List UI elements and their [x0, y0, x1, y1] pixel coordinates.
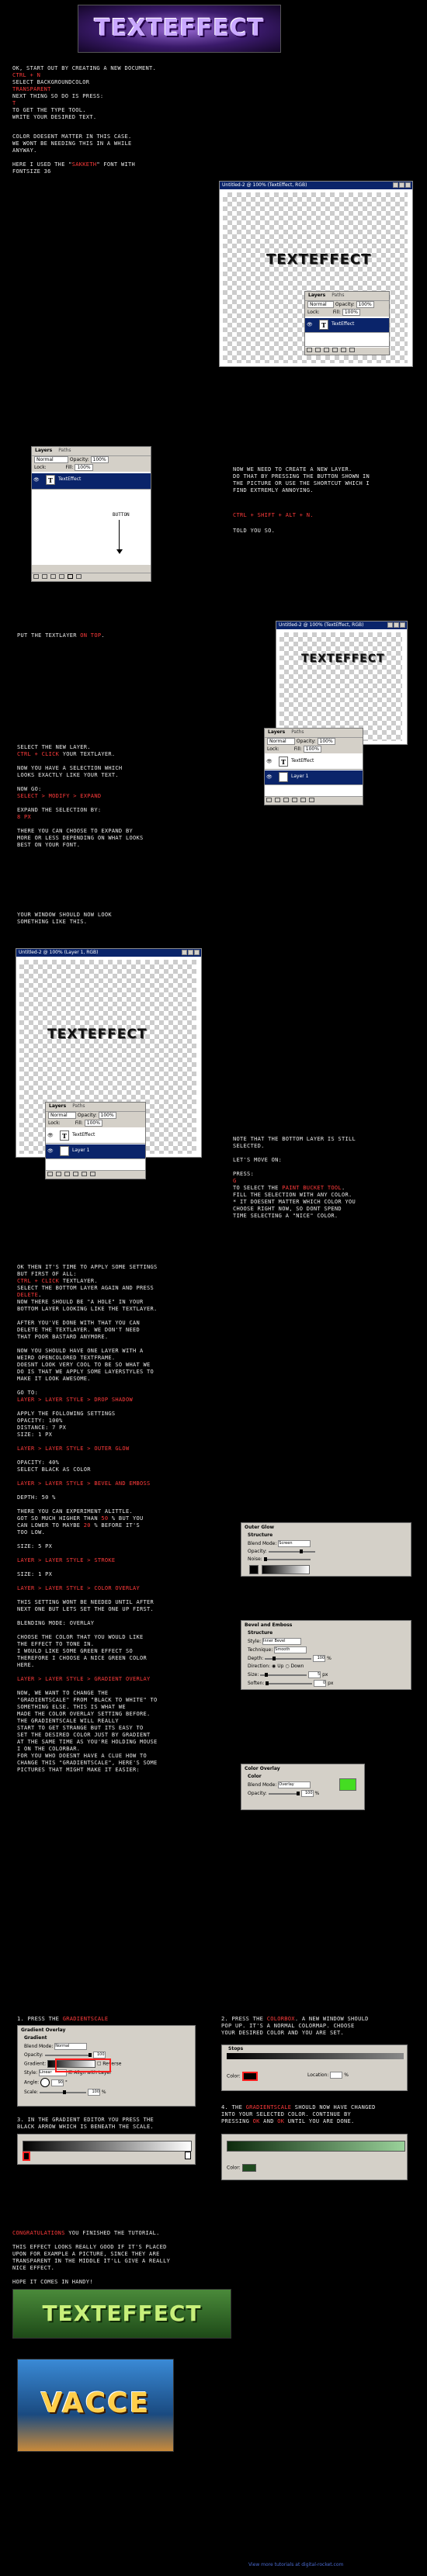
gradient-result [221, 2134, 408, 2180]
banner [78, 5, 281, 53]
layers-panel: Layers Paths Normal Opacity: 100% Lock: Fill: 100% 👁 T TextEffect BUTTON [31, 446, 151, 582]
stops-bar [227, 2053, 404, 2059]
style-select[interactable]: Linear [39, 2069, 67, 2076]
noise-slider[interactable] [264, 1559, 311, 1560]
layers-panel: Layers Paths Normal Opacity: 100% Lock: Fill: 100% 👁 T TextEffect [304, 291, 390, 355]
depth-slider[interactable] [265, 1658, 311, 1660]
gradient-swatch[interactable] [262, 1565, 310, 1574]
layer-name: TextEffect [58, 476, 82, 482]
banner-title: TEXTEFFECT [94, 15, 265, 42]
black-stop-arrow-icon[interactable] [23, 2152, 30, 2161]
step7-n3: 3. IN THE GRADIENT EDITOR YOU PRESS THE BLACK ARROW WHICH IS BENEATH THE SCALE. [17, 2117, 154, 2130]
location-field[interactable] [330, 2072, 342, 2079]
text-layer-thumb: T [46, 475, 55, 485]
fill-field[interactable]: 100% [75, 464, 92, 471]
layer-name: TextEffect [332, 321, 355, 327]
layer-name: Layer 1 [291, 774, 309, 779]
step5-text: NOTE THAT THE BOTTOM LAYER IS STILL SELECTED. LET'S MOVE ON: PRESS: G TO SELECT THE PAINT BUCKET TOOL. FILL THE SELECTION WITH ANY COLOR. [233, 1136, 356, 1198]
soften-field[interactable]: 0 [314, 1680, 326, 1687]
tab-paths[interactable]: Paths [291, 729, 304, 735]
canvas[interactable] [279, 632, 402, 741]
layer-row[interactable] [32, 473, 151, 490]
layer-row[interactable] [265, 755, 363, 770]
blend-mode-select[interactable]: Overlay [278, 1781, 311, 1788]
step4-text-2: YOUR WINDOW SHOULD NOW LOOK SOMETHING LIKE THIS. [17, 912, 112, 925]
dialog-title: Gradient Overlay [21, 2027, 66, 2033]
opacity-slider[interactable] [269, 1551, 315, 1553]
color-box[interactable] [242, 2072, 258, 2081]
tab-layers[interactable]: Layers [308, 293, 326, 298]
blend-mode-select[interactable]: Screen [278, 1540, 311, 1547]
dialog-title: Bevel and Emboss [245, 1622, 293, 1628]
step7-n2: 2. PRESS THE COLORBOX. A NEW WINDOW SHOULD POP UP. IT'S A NORMAL COLORMAP. CHOOSE YOUR DESIRED COLOR AND YOU ARE SET. [221, 2016, 369, 2036]
blend-mode-select[interactable]: Normal [48, 1112, 76, 1119]
blend-mode-select[interactable]: Normal [54, 2043, 87, 2050]
soften-slider[interactable] [266, 1683, 312, 1684]
step6-text: OK THEN IT'S TIME TO APPLY SOME SETTINGS BUT FIRST OF ALL: CTRL + CLICK TEXTLAYER. SELECT THE BOTTOM LAYER AGAIN AND PRESS DELETE. NOW THERE SHOULD BE "A HOLE" IN YOUR BOTTOM LAYER LOOKING LIKE THE TEXTLAYER. AFTER YOU'VE DONE WITH THAT YOU CAN DELETE THE TEXTLAYER. WE DON'T NEED THAT POOR BASTARD ANYMORE. NOW YOU SHOULD HAVE ONE LAYER WITH A WEIRD OPENCOLORED TEXTFRAME. DOESNT LOOK VERY COOL TO BE SO WHAT WE DO IS THAT WE APPLY SOME LAYERSTYLES TO MAKE IT LOOK AWESOME. GO TO: LAYER > LAYER STYLE > DROP SHADOW APPLY THE FOLLOWING SETTINGS OPACITY: 100% DISTANCE: 7 PX SIZE: 1 PX LAYER > LAYER STYLE > OUTER GLOW OPACITY: 40% SELECT BLACK AS COLOR LAYER > LAYER STYLE > BEVEL AND EMBOSS DEPTH: 50 % THERE YOU CAN EXPERIMENT ALITTLE. GOT SO MUCH HIGHER THAN 50 % BUT YOU CAN LOWER TO MAYBE 20 % BEFORE IT'S TOO LOW. SIZE: 5 PX LAYER > LAYER STYLE > STROKE SIZE: 1 PX LAYER > LAYER STYLE > COLOR OVERLAY THIS SETTING WONT BE NEEDED UNTIL AFTER NEXT ONE BUT LETS SET THE ONE UP FIRST. BLENDING MODE: OVERLAY CHOOSE THE COLOR THAT YOU WOULD LIKE THE EFFECT TO TONE IN. I WOULD LIKE SOME GREEN EFFECT SO THEREFORE I CHOOSE A NICE GREEN COLOR HERE. LAYER > LAYER STYLE > GRADIENT OVERLAY NOW, WE WANT TO CHANGE THE "GRADIENTSCALE" FROM "BLACK TO WHITE" TO SOMETHING ELSE. THIS IS WHAT WE MADE THE COLOR OVERLAY SETTING BEFORE. THE GRADIENTSCALE WILL REALLY START TO GET STRANGE BUT ITS EASY TO SET THE DESIRED COLOR JUST BY GRADIENT AT THE SAME TIME AS YOU'RE HOLDING MOUSE I ON THE COLORBAR. FOR YOU WHO DOESNT HAVE A CLUE HOW TO CHANGE THIS "GRADIENTSCALE", HERE'S SOME PICTURES THAT MIGHT MAKE IT EASIER: [17, 1264, 158, 1773]
result-image-2 [17, 2359, 174, 2452]
layer-thumb [60, 1146, 69, 1156]
blend-mode-select[interactable]: Normal [267, 738, 295, 745]
eye-icon[interactable]: 👁 [266, 759, 273, 764]
color-swatch[interactable] [249, 1565, 259, 1574]
align-checkbox[interactable]: Align with Layer [74, 2070, 112, 2076]
opacity-field[interactable]: 100% [356, 301, 374, 308]
eye-icon[interactable]: 👁 [33, 477, 40, 483]
color-row: Color: [227, 2072, 258, 2081]
new-layer-button[interactable] [68, 574, 73, 579]
gradient-editor-bar [17, 2134, 196, 2165]
step1-font-note: HERE I USED THE "SAKKETH" FONT WITH FONTSIZE 36 [12, 161, 136, 175]
arrow-head-icon [116, 549, 123, 554]
eye-icon[interactable]: 👁 [47, 1148, 54, 1154]
eye-icon[interactable]: 👁 [266, 774, 273, 780]
gradient-editor-stops: Stops Color: Location: % [221, 2045, 408, 2091]
angle-field[interactable]: 90 [51, 2079, 64, 2086]
bevel-emboss-dialog: Bevel and Emboss Structure Style: Inner Bevel Technique: Smooth Depth: 100 % Direction: ◉ Up ○ Down Size: 5 px Soften: 0 px [241, 1620, 411, 1690]
tab-paths[interactable]: Paths [58, 448, 71, 453]
result-image-1 [12, 2289, 231, 2339]
result-1-text: TEXTEFFECT [42, 2301, 202, 2326]
step4-text: SELECT THE NEW LAYER. CTRL + CLICK YOUR TEXTLAYER. NOW YOU HAVE A SELECTION WHICH LOOKS EXACTLY LIKE YOUR TEXT. NOW GO: SELECT > MODIFY > EXPAND EXPAND THE SELECTION BY: 8 PX THERE YOU CAN CHOOSE TO EXPAND BY MORE OR LESS DEPENDING ON WHAT LOOKS BEST ON YOUR FONT. [17, 744, 144, 848]
step3-text: PUT THE TEXTLAYER ON TOP. [17, 632, 105, 639]
opacity-field[interactable]: 100 [93, 2051, 106, 2058]
direction-up-radio[interactable]: Up [277, 1664, 284, 1669]
layer-name: TextEffect [291, 758, 314, 763]
size-slider[interactable] [260, 1674, 307, 1676]
technique-select[interactable]: Smooth [274, 1646, 307, 1653]
layer-row[interactable] [305, 318, 389, 333]
canvas-text: TEXTEFFECT [266, 251, 372, 268]
scale-field[interactable]: 100 [88, 2089, 100, 2096]
reverse-checkbox[interactable]: Reverse [102, 2061, 122, 2067]
step2-told: TOLD YOU SO. [233, 528, 276, 534]
button-callout-label: BUTTON [113, 512, 130, 518]
angle-dial[interactable] [40, 2078, 50, 2087]
text-layer-thumb: T [319, 320, 328, 330]
outro-text: CONGRATULATIONS YOU FINISHED THE TUTORIAL. THIS EFFECT LOOKS REALLY GOOD IF IT'S PLACED UPON FOR EXAMPLE A PICTURE, SINCE THEY ARE TRANSPARENT IN THE MIDDLE IT'LL GIVE A REALLY NICE EFFECT. HOPE IT COMES IN HANDY! [12, 2230, 171, 2285]
gradient-bar[interactable] [227, 2141, 405, 2152]
fill-field[interactable]: 100% [342, 309, 360, 316]
color-overlay-dialog: Color Overlay Color Blend Mode: Overlay Opacity: 100 % [241, 1764, 365, 1810]
dialog-title: Outer Glow [245, 1525, 275, 1530]
step7-n1: 1. PRESS THE GRADIENTSCALE [17, 2016, 109, 2022]
tab-layers[interactable]: Layers [268, 729, 286, 735]
fill-field[interactable]: 100% [85, 1120, 102, 1127]
layers-footer [305, 346, 389, 355]
canvas-text: TEXTEFFECT [301, 653, 385, 665]
eye-icon[interactable]: 👁 [307, 322, 313, 327]
layer-name: Layer 1 [72, 1148, 90, 1153]
step2-shortcut: CTRL + SHIFT + ALT + N. [233, 512, 314, 518]
opacity-field[interactable]: 100 [301, 1790, 314, 1797]
window-titlebar[interactable]: Untitled-2 @ 100% (Layer 1, RGB) [16, 949, 201, 957]
window-titlebar[interactable]: Untitled-2 @ 100% (TextEffect, RGB) [220, 182, 412, 189]
layer-row[interactable] [46, 1129, 145, 1144]
color-swatch[interactable] [339, 1778, 356, 1791]
opacity-field[interactable]: 100% [99, 1112, 116, 1119]
size-field[interactable]: 5 [308, 1671, 321, 1678]
layer-name: TextEffect [72, 1132, 95, 1137]
step2-text: NOW WE NEED TO CREATE A NEW LAYER. DO THAT BY PRESSING THE BUTTON SHOWN IN THE PICTURE OR USE THE SHORTCUT WHICH I FIND EXTREMLY ANNOYING. [233, 466, 370, 493]
text-layer-thumb: T [60, 1130, 69, 1141]
outer-glow-dialog: Outer Glow Structure Blend Mode: Screen Opacity: Noise: [241, 1522, 411, 1577]
fill-field[interactable]: 100% [304, 746, 321, 753]
step5-note: * IT DOESENT MATTER WHICH COLOR YOU CHOOSE RIGHT NOW, SO DONT SPEND TIME SELECTING A "NICE" COLOR. [233, 1199, 356, 1219]
blend-mode-select[interactable]: Normal [34, 456, 68, 463]
layer-row[interactable] [46, 1144, 145, 1159]
blend-mode-select[interactable]: Normal [307, 301, 334, 308]
dialog-title: Color Overlay [245, 1766, 280, 1771]
gradient-overlay-dialog: Gradient Overlay Gradient Blend Mode: Normal Opacity: 100 Gradient: ☐ Reverse Style: Linear ☑ Align with Layer Angle: 90 ° Scale: 100 % [17, 2025, 196, 2107]
step1-text: OK, START OUT BY CREATING A NEW DOCUMENT. CTRL + N SELECT BACKGROUNDCOLOR TRANSPARENT NEXT THING SO DO IS PRESS: T TO GET THE TYPE TOOL. WRITE YOUR DESIRED TEXT. [12, 65, 157, 120]
scale-slider[interactable] [40, 2092, 86, 2093]
tab-paths[interactable]: Paths [72, 1103, 85, 1109]
arrow-down-icon [119, 520, 120, 551]
eye-icon[interactable]: 👁 [47, 1133, 54, 1138]
result-2-text: VACCE [40, 2387, 151, 2419]
color-row: Color: [227, 2164, 256, 2172]
document-window[interactable] [276, 621, 408, 745]
tab-layers[interactable]: Layers [35, 448, 53, 453]
white-stop-arrow-icon[interactable] [185, 2152, 191, 2159]
opacity-field[interactable]: 100% [318, 738, 335, 745]
text-layer-thumb: T [279, 757, 288, 767]
opacity-field[interactable]: 100% [91, 456, 109, 463]
opacity-slider[interactable] [269, 1793, 300, 1795]
layer-thumb [279, 772, 288, 782]
layers-footer [265, 796, 363, 805]
layers-panel: Layers Paths Normal Opacity: 100% Lock: Fill: 100% 👁 T TextEffect 👁 Layer 1 [264, 728, 363, 805]
highlight-box [55, 2058, 111, 2072]
gradient-bar[interactable] [23, 2141, 192, 2152]
color-box[interactable] [242, 2164, 256, 2172]
layers-panel: Layers Paths Normal Opacity: 100% Lock: Fill: 100% 👁 T TextEffect 👁 Layer 1 [45, 1102, 146, 1179]
tab-layers[interactable]: Layers [49, 1103, 67, 1109]
footer-credit[interactable]: View more tutorials at digital-rocket.com [248, 2562, 344, 2567]
canvas-text: TEXTEFFECT [47, 1027, 148, 1042]
layers-footer [32, 573, 151, 581]
direction-down-radio[interactable]: Down [290, 1664, 304, 1669]
step1-color-note: COLOR DOESENT MATTER IN THIS CASE. WE WONT BE NEEDING THIS IN A WHILE ANYWAY. [12, 133, 132, 154]
opacity-slider[interactable] [45, 2055, 92, 2056]
layer-row[interactable] [265, 770, 363, 785]
layers-footer [46, 1170, 145, 1179]
style-select[interactable]: Inner Bevel [262, 1638, 301, 1645]
step7-n4: 4. THE GRADIENTSCALE SHOULD NOW HAVE CHANGED INTO YOUR SELECTED COLOR. CONTINUE BY PRESSING OK AND OK UNTIL YOU ARE DONE. [221, 2104, 376, 2124]
window-titlebar[interactable]: Untitled-2 @ 100% (TextEffect, RGB) [276, 621, 407, 629]
tab-paths[interactable]: Paths [332, 293, 345, 298]
depth-field[interactable]: 100 [313, 1655, 325, 1662]
